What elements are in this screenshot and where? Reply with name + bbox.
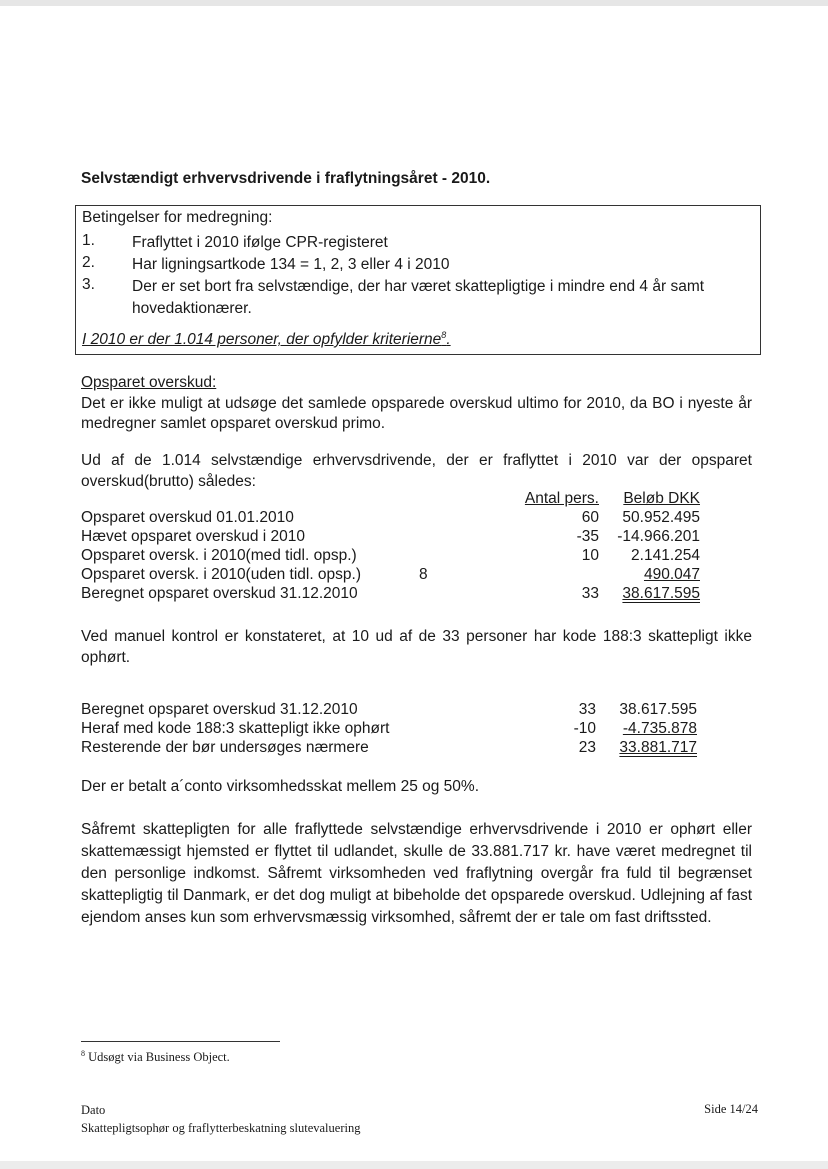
row-amount: 490.047 (643, 566, 700, 583)
row-label: Beregnet opsparet overskud 31.12.2010 (81, 585, 358, 602)
row-count: -10 (573, 720, 596, 737)
condition-text: Der er set bort fra selvstændige, der har været skattepligtige i mindre end 4 år samt hovedaktionærer. (132, 278, 705, 317)
row-amount: -4.735.878 (622, 720, 697, 737)
row-count: -35 (576, 528, 599, 545)
page-number: Side 14/24 (704, 1102, 758, 1116)
intro-paragraph: Ud af de 1.014 selvstændige erhvervsdrivende, der er fraflyttet i 2010 var der opsparet overskud(brutto) således: (81, 452, 752, 490)
summary-table (81, 701, 761, 758)
row-amount: 38.617.595 (619, 701, 697, 718)
row-label: Opsparet oversk. i 2010(med tidl. opsp.) (81, 547, 357, 564)
footnote-divider (81, 1041, 280, 1042)
conclusion-paragraph: Såfremt skattepligten for alle fraflyttede selvstændige erhvervsdrivende i 2010 er ophørt eller skattemæssigt hjemsted er flyttet til udlandet, skulle de 33.881.717 kr. have været medregnet til den personlige indkomst. Såfremt virksomheden ved fraflytning overgår fra fuld til begrænset skattepligtig til Danmark, er det dog muligt at bibeholde det opsparede overskud. Udlejning af fast ejendom anses kun som erhvervsmæssig virksomhed, såfremt der er tale om fast driftssted. (81, 821, 752, 926)
page-footer-left (81, 1101, 360, 1137)
conditions-heading: Betingelser for medregning: (82, 209, 273, 226)
row-count: 33 (578, 701, 596, 718)
conditions-note-end: . (446, 331, 451, 349)
row-amount: -14.966.201 (617, 528, 700, 545)
aconto-paragraph: Der er betalt a´conto virksomhedsskat mellem 25 og 50%. (81, 778, 480, 795)
scan-top-edge (0, 0, 828, 6)
row-count: 23 (578, 739, 596, 756)
table-row (81, 528, 761, 547)
table-row (81, 585, 761, 604)
footnote-text: Udsøgt via Business Object. (88, 1050, 230, 1065)
condition-number: 1. (82, 232, 95, 249)
row-count: 33 (581, 585, 599, 602)
row-label: Opsparet oversk. i 2010(uden tidl. opsp.) (81, 566, 362, 583)
manual-check-paragraph: Ved manuel kontrol er konstateret, at 10 ud af de 33 personer har kode 188:3 skattepligt ikke ophørt. (81, 628, 752, 666)
row-amount: 38.617.595 (622, 585, 700, 602)
table-row (81, 739, 761, 758)
row-count: 10 (581, 547, 599, 564)
row-amount: 2.141.254 (631, 547, 700, 564)
table-row (81, 509, 761, 528)
overskud-table (81, 490, 761, 604)
footnote-number: 8 (81, 1049, 85, 1058)
conditions-note-text: I 2010 er der 1.014 personer, der opfylder kriterierne (82, 331, 442, 349)
table-row (81, 701, 761, 720)
row-amount: 50.952.495 (622, 509, 700, 526)
table-row (81, 547, 761, 566)
scan-bottom-edge (0, 1161, 828, 1169)
row-label: Hævet opsparet overskud i 2010 (81, 528, 306, 545)
condition-text: Fraflyttet i 2010 ifølge CPR-registeret (132, 234, 388, 251)
row-count: 60 (581, 509, 599, 526)
footer-document-title: Skattepligtsophør og fraflytterbeskatning slutevaluering (81, 1121, 361, 1135)
footnote-ref[interactable]: 8 (441, 330, 447, 340)
section-title: Selvstændigt erhvervsdrivende i fraflytningsåret - 2010. (81, 170, 491, 187)
row-amount: 33.881.717 (619, 739, 697, 756)
header-count: Antal pers. (524, 490, 599, 507)
row-label: Heraf med kode 188:3 skattepligt ikke ophørt (81, 720, 390, 737)
table-row (81, 720, 761, 739)
opsparet-section (81, 373, 752, 435)
condition-text: Har ligningsartkode 134 = 1, 2, 3 eller 4 i 2010 (132, 256, 450, 273)
conditions-note (82, 330, 451, 349)
footer-date-label: Dato (81, 1103, 106, 1117)
conditions-box (75, 205, 761, 355)
row-label: Opsparet overskud 01.01.2010 (81, 509, 294, 526)
table-row (81, 566, 761, 585)
condition-number: 2. (82, 254, 95, 271)
opsparet-heading: Opsparet overskud: (81, 374, 217, 391)
row-label: Beregnet opsparet overskud 31.12.2010 (81, 701, 358, 718)
condition-number: 3. (82, 276, 95, 293)
row-count: 8 (419, 566, 428, 583)
footnote (81, 1049, 230, 1065)
table-header (81, 490, 761, 509)
header-amount: Beløb DKK (623, 490, 700, 507)
row-label: Resterende der bør undersøges nærmere (81, 739, 369, 756)
opsparet-text: Det er ikke muligt at udsøge det samlede opsparede overskud ultimo for 2010, da BO i nyeste år medregner samlet opsparet overskud primo. (81, 394, 752, 432)
